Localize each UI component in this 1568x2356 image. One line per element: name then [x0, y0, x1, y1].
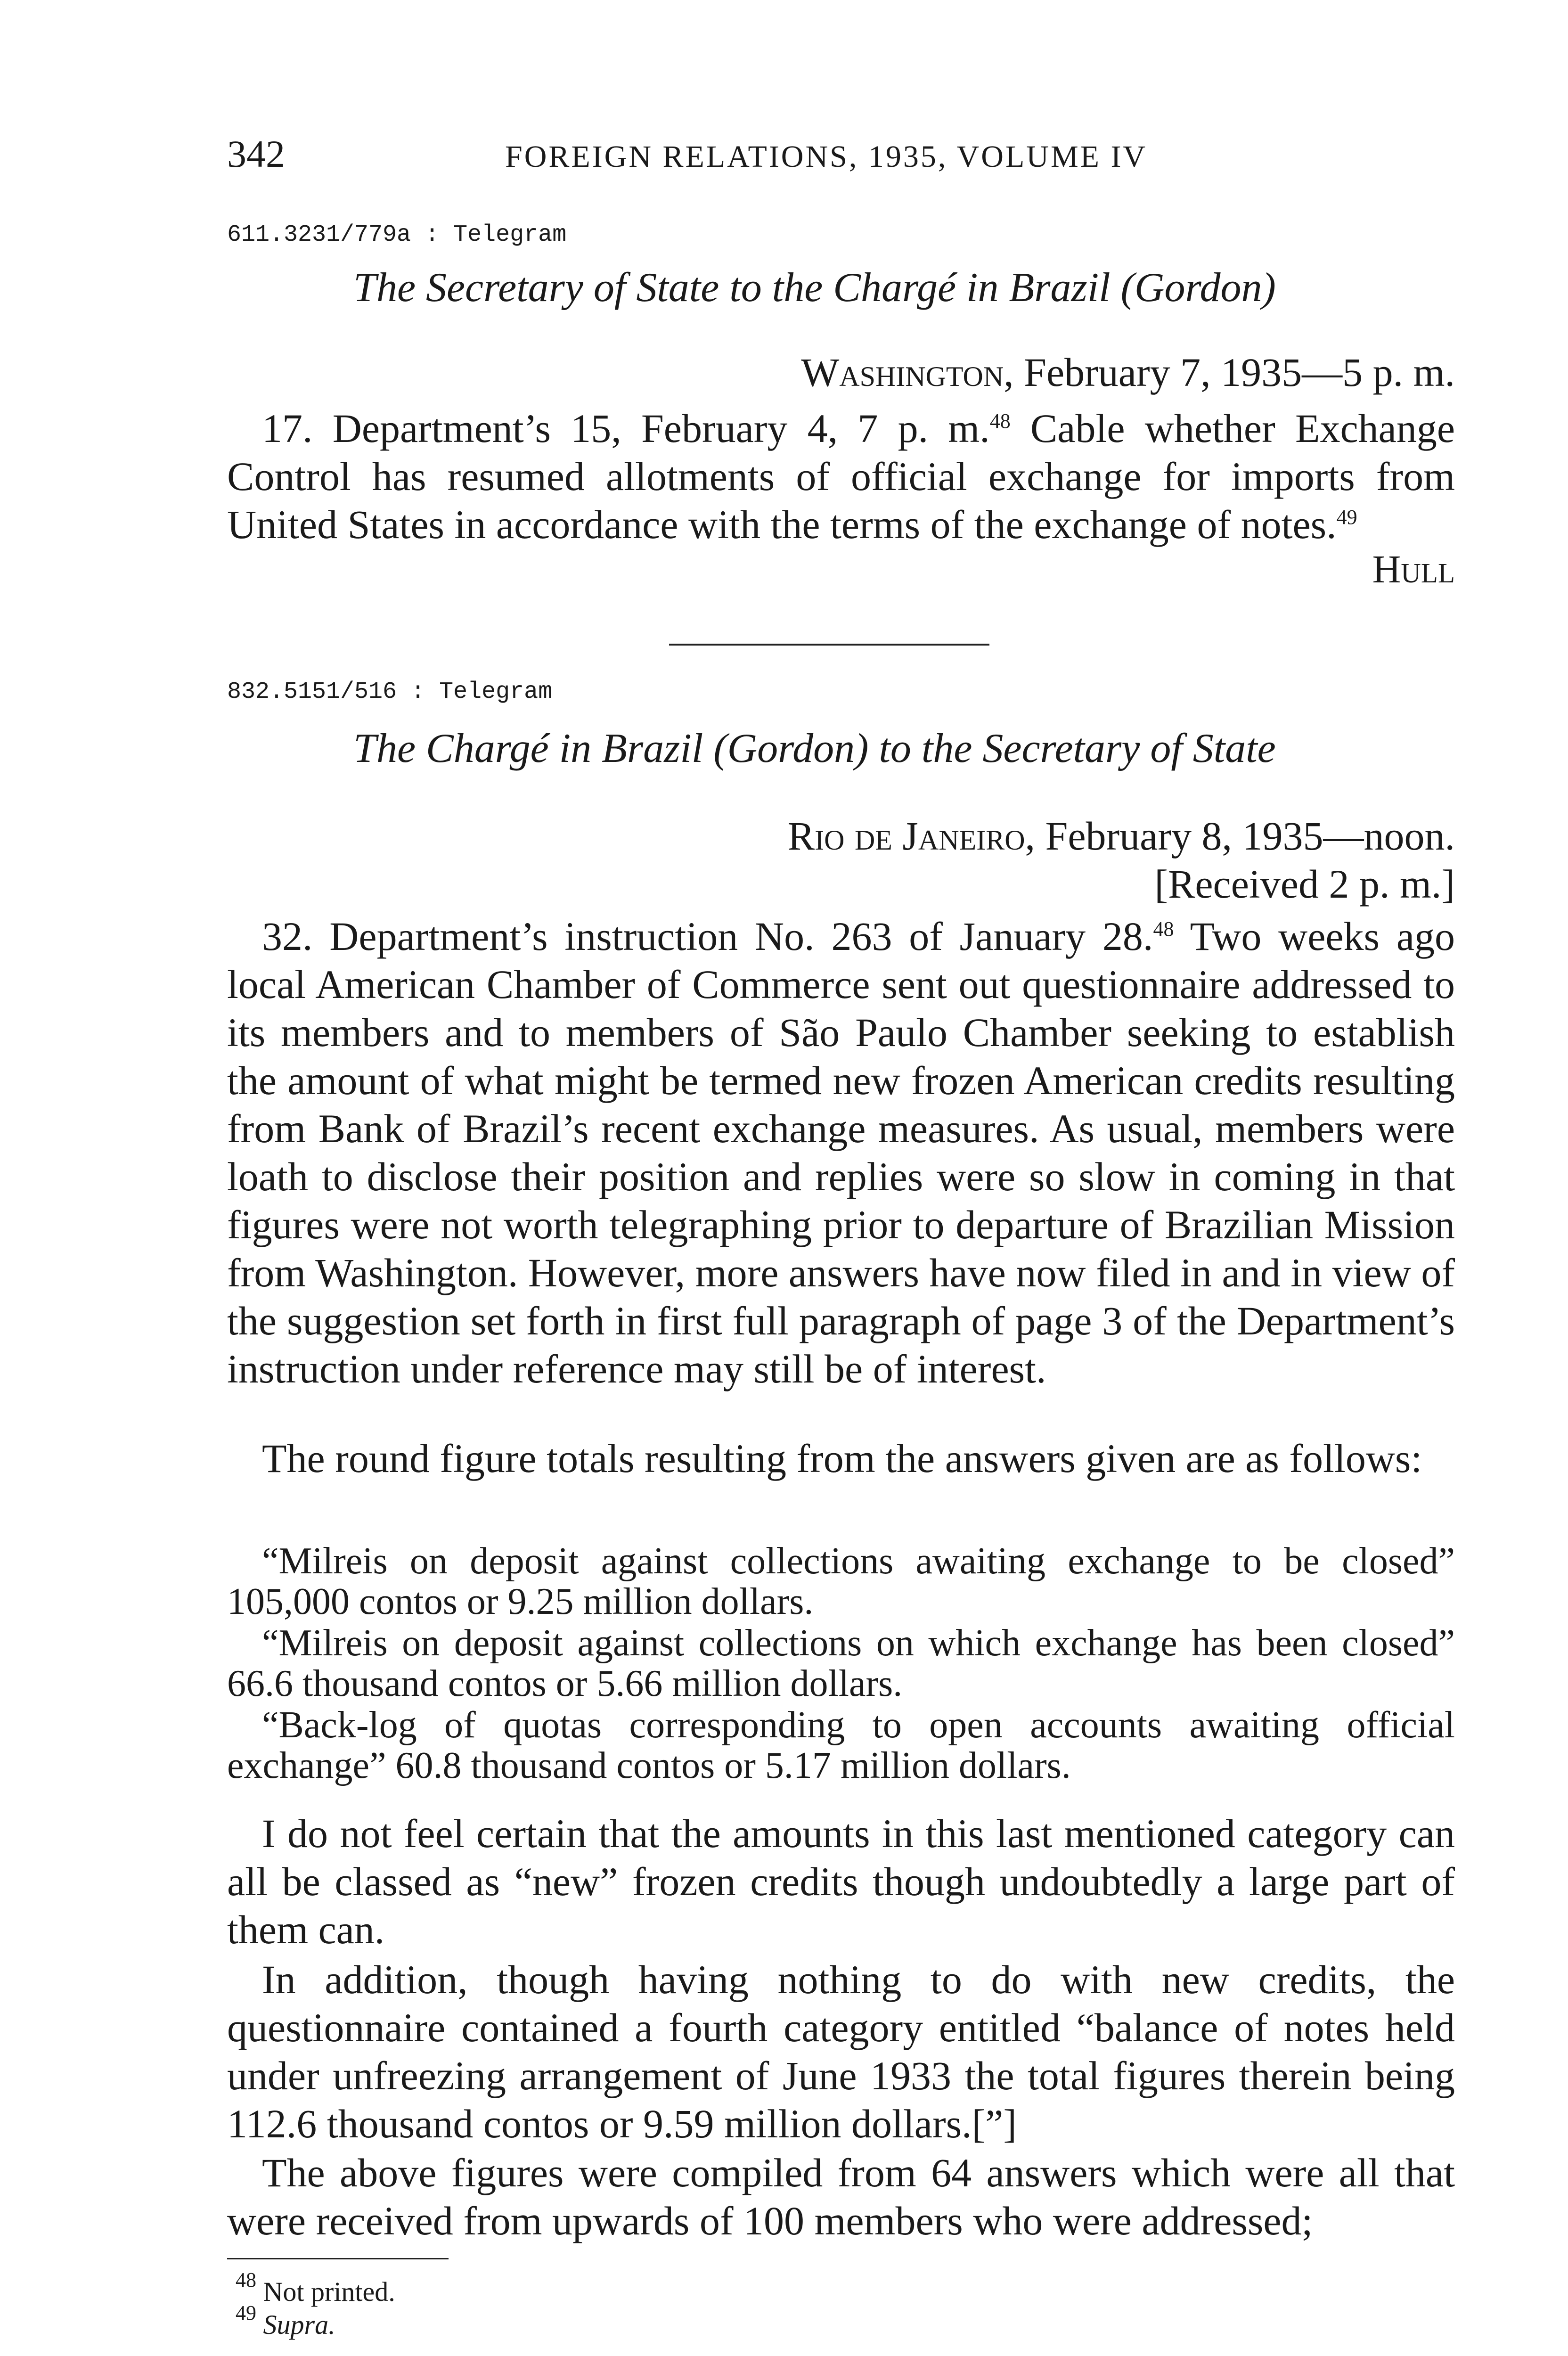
telegram-paragraph-1: [227, 912, 1455, 1393]
section-divider: [669, 644, 989, 646]
footnote-48: [236, 2268, 395, 2307]
quoted-figure-1: “Milreis on deposit against collections awaiting exchange to be closed” 105,000 contos or 9.25 million dollars.: [227, 1540, 1455, 1622]
p1-start: 32. Department’s instruction No. 263 of January 28.: [262, 914, 1153, 959]
document-heading-2: The Chargé in Brazil (Gordon) to the Secretary of State: [353, 726, 1276, 771]
running-title: FOREIGN RELATIONS, 1935, VOLUME IV: [505, 139, 1148, 174]
signature-hull: Hull: [1372, 548, 1455, 591]
footnote-text-49: Supra.: [263, 2309, 335, 2340]
footnote-49: [236, 2301, 335, 2340]
file-number-2: 832.5151/516 : Telegram: [227, 679, 553, 705]
dateline-1: [801, 349, 1455, 396]
footnote-ref-48: 48: [989, 409, 1011, 433]
body-start-1: 17. Department’s 15, February 4, 7 p. m.: [262, 406, 990, 451]
file-number-1: 611.3231/779a : Telegram: [227, 221, 567, 248]
running-header: [227, 132, 1147, 176]
footnote-text-48: Not printed.: [263, 2276, 395, 2307]
telegram-paragraph-3: I do not feel certain that the amounts in this last mentioned category can all be classed as “new” frozen credits though undoubtedly a large part of them can.: [227, 1811, 1455, 1952]
footnote-mark-49: 49: [236, 2301, 256, 2324]
body-mid-1: Cable whether Exchange Control has resumed allotments of official exchange for imports from United States in accordance with the terms of the exchange of notes.: [227, 406, 1455, 547]
dateline-place-2: Rio de Janeiro,: [787, 813, 1036, 859]
document-heading-1: The Secretary of State to the Chargé in Brazil (Gordon): [353, 265, 1276, 311]
quoted-figure-3: “Back-log of quotas corresponding to open accounts awaiting official exchange” 60.8 thousand contos or 5.17 million dollars.: [227, 1704, 1455, 1786]
telegram-body-1: [227, 404, 1455, 548]
received-note: [Received 2 p. m.]: [1154, 861, 1455, 907]
dateline-date-2: February 8, 1935—noon.: [1045, 813, 1455, 859]
footnote-ref-48b: 48: [1153, 917, 1174, 941]
quoted-figure-2: “Milreis on deposit against collections on which exchange has been closed” 66.6 thousand contos or 5.66 million dollars.: [227, 1622, 1455, 1704]
dateline-place-1: Washington,: [801, 350, 1014, 395]
footnote-rule: [227, 2258, 449, 2259]
footnote-ref-49: 49: [1336, 506, 1357, 529]
p1-rest: Two weeks ago local American Chamber of Commerce sent out questionnaire addressed to its members and to members of São Paulo Chamber seeking to establish the amount of what might be termed new frozen American credits resulting from Bank of Brazil’s recent exchange measures. As usual, members were loath to disclose their position and replies were so slow in coming in that figures were not worth telegraphing prior to departure of Brazilian Mission from Washington. However, more answers have now filed in and in view of the suggestion set forth in first full paragraph of page 3 of the Department’s instruction under reference may still be of interest.: [227, 914, 1455, 1391]
telegram-paragraph-4: In addition, though having nothing to do with new credits, the questionnaire contained a fourth category entitled “balance of notes held under unfreezing arrangement of June 1933 the total figures therein being 112.6 thousand contos or 9.59 million dollars.[”]: [227, 1957, 1455, 2146]
telegram-paragraph-2: The round figure totals resulting from the answers given are as follows:: [262, 1436, 1422, 1481]
telegram-paragraph-5: The above figures were compiled from 64 answers which were all that were received from upwards of 100 members who were addressed;: [227, 2150, 1455, 2243]
dateline-2: [788, 812, 1455, 859]
dateline-date-1: February 7, 1935—5 p. m.: [1024, 350, 1455, 395]
footnote-mark-48: 48: [236, 2268, 256, 2291]
page-number: 342: [227, 132, 285, 175]
